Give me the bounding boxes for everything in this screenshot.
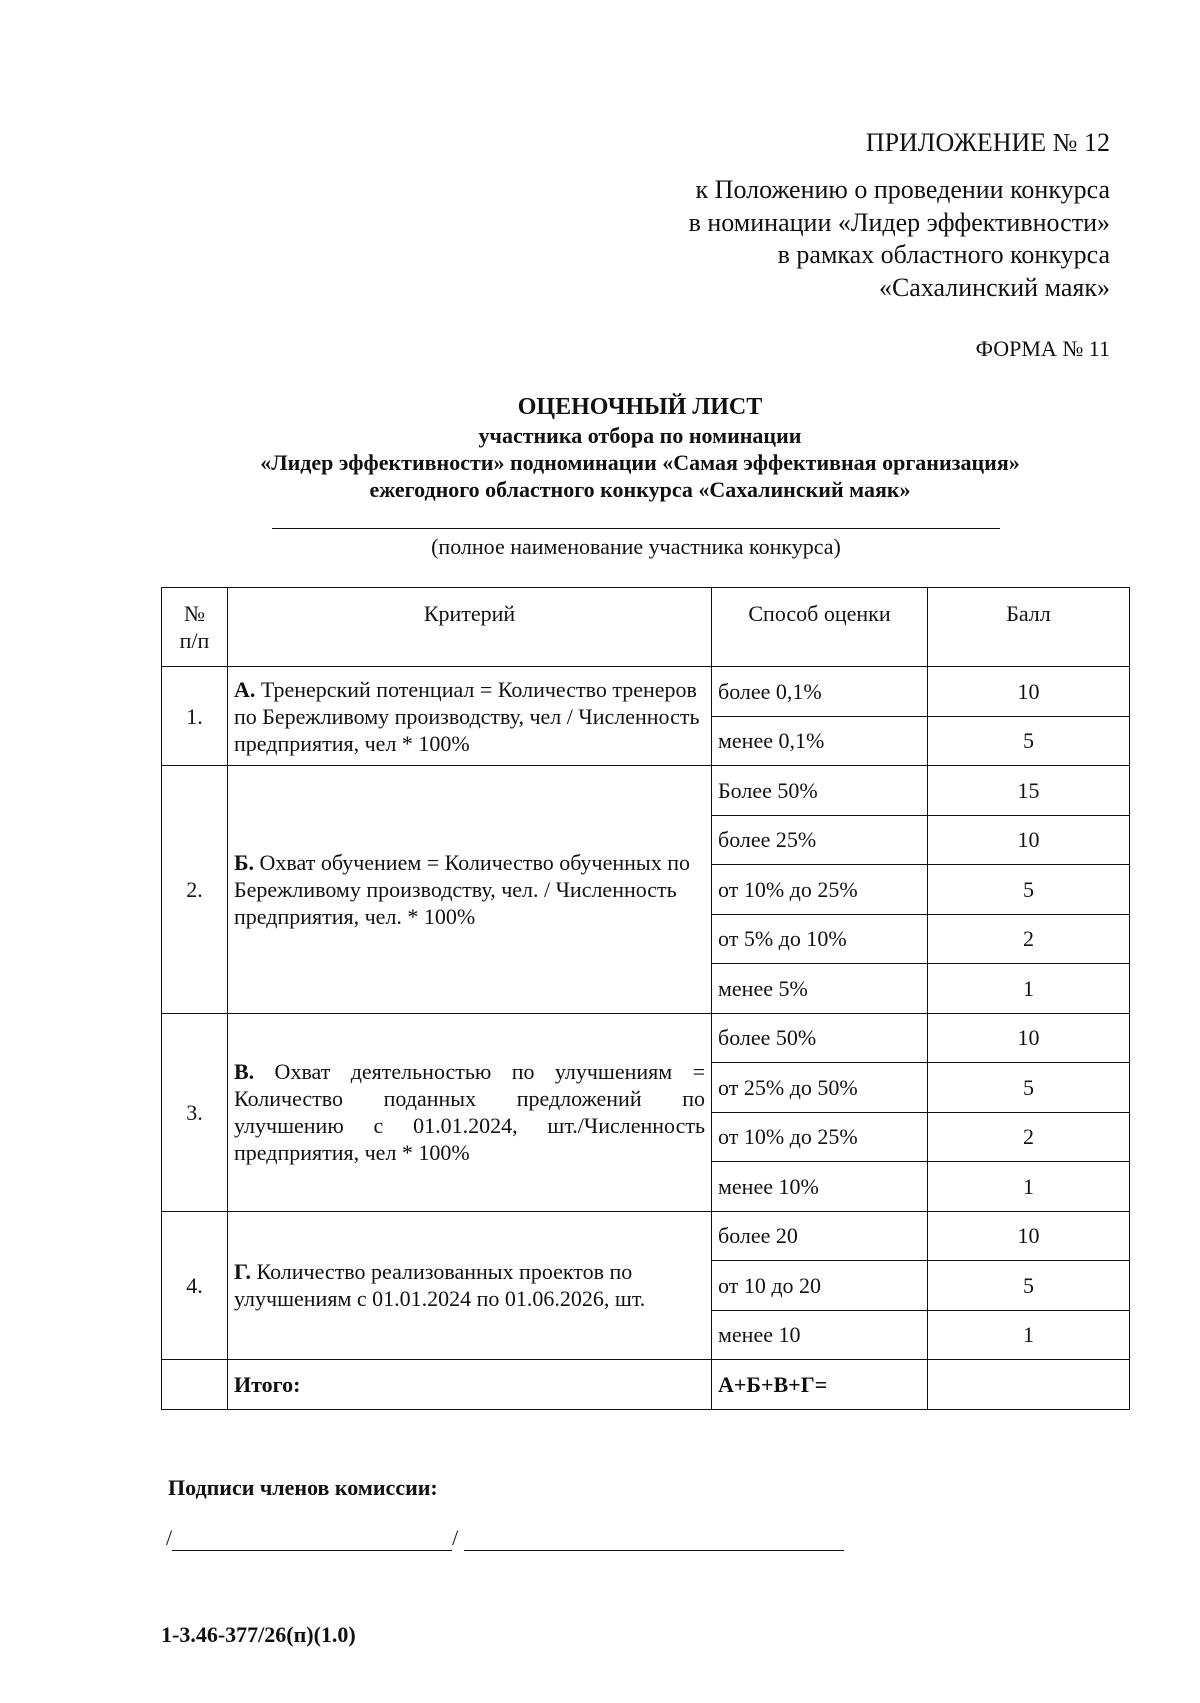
header-criterion: Критерий [228, 588, 712, 667]
score-cell: 5 [928, 865, 1130, 915]
signature-separator: / [452, 1525, 459, 1550]
total-formula-text: А+Б+В+Г= [718, 1371, 828, 1397]
criterion-text: Охват обучением = Количество обученных по Бережливому производству, чел. / Численность предприятия, чел. * 100% [234, 849, 690, 929]
score-cell: 10 [928, 1013, 1130, 1063]
method-cell: от 25% до 50% [712, 1063, 928, 1113]
total-score-cell[interactable] [928, 1360, 1130, 1410]
total-label-text: Итого: [234, 1371, 301, 1397]
table-header-row [162, 588, 1130, 667]
method-cell: более 20 [712, 1211, 928, 1261]
criterion-cell [228, 766, 712, 1014]
method-cell: менее 0,1% [712, 716, 928, 766]
row-number: 3. [162, 1013, 228, 1211]
criterion-cell [228, 1211, 712, 1360]
appendix-title: ПРИЛОЖЕНИЕ № 12 [865, 128, 1110, 157]
row-number: 2. [162, 766, 228, 1014]
score-cell: 10 [928, 1211, 1130, 1261]
table-row [162, 766, 1130, 816]
criterion-text: Тренерский потенциал = Количество тренеров по Бережливому производству, чел / Численность предприятия, чел * 100% [234, 676, 700, 756]
document-title: ОЦЕНОЧНЫЙ ЛИСТ [517, 394, 763, 420]
method-cell: Более 50% [712, 766, 928, 816]
table-row [162, 1211, 1130, 1261]
header-number-line1: № [184, 601, 205, 626]
criterion-letter: А. [234, 676, 256, 702]
method-cell: более 0,1% [712, 667, 928, 717]
header-score: Балл [928, 588, 1130, 667]
header-number [162, 588, 228, 667]
participant-name-caption: (полное наименование участника конкурса) [431, 534, 841, 559]
header-number-line2: п/п [179, 628, 210, 653]
score-cell: 15 [928, 766, 1130, 816]
signature-line[interactable] [172, 1524, 452, 1551]
signature-row [166, 1524, 844, 1551]
total-label [228, 1360, 712, 1410]
score-cell: 10 [928, 667, 1130, 717]
score-cell: 2 [928, 1112, 1130, 1162]
document-code: 1-3.46-377/26(п)(1.0) [161, 1622, 356, 1647]
appendix-line: к Положению о проведении конкурса [695, 175, 1110, 204]
total-formula [712, 1360, 928, 1410]
heading-line: «Лидер эффективности» подноминации «Самая эффективная организация» [260, 450, 1020, 475]
method-cell: менее 10 [712, 1310, 928, 1360]
criterion-letter: Г. [234, 1259, 252, 1285]
table-row [162, 667, 1130, 717]
method-cell: более 50% [712, 1013, 928, 1063]
document-heading [0, 392, 1200, 503]
score-cell: 2 [928, 914, 1130, 964]
criterion-text: Охват деятельностью по улучшениям = Количество поданных предложений по улучшению с 01.01.2024, шт./Численность предприятия, чел * 100% [234, 1059, 705, 1165]
score-cell: 5 [928, 716, 1130, 766]
heading-line: ежегодного областного конкурса «Сахалинский маяк» [369, 477, 911, 502]
score-cell: 1 [928, 1310, 1130, 1360]
total-number-cell [162, 1360, 228, 1410]
method-cell: менее 5% [712, 964, 928, 1014]
heading-line: участника отбора по номинации [478, 423, 802, 448]
appendix-line: в рамках областного конкурса [777, 240, 1110, 269]
score-cell: 1 [928, 1162, 1130, 1212]
criterion-cell [228, 667, 712, 766]
method-cell: менее 10% [712, 1162, 928, 1212]
table-row [162, 1013, 1130, 1063]
score-cell: 5 [928, 1261, 1130, 1311]
evaluation-table [161, 587, 1130, 1410]
score-cell: 1 [928, 964, 1130, 1014]
method-cell: более 25% [712, 815, 928, 865]
header-method: Способ оценки [712, 588, 928, 667]
appendix-line: «Сахалинский маяк» [878, 272, 1110, 302]
row-number: 1. [162, 667, 228, 766]
method-cell: от 10 до 20 [712, 1261, 928, 1311]
appendix-subtitle [689, 174, 1110, 304]
method-cell: от 10% до 25% [712, 865, 928, 915]
criterion-letter: Б. [234, 849, 255, 875]
criterion-cell [228, 1013, 712, 1211]
total-row [162, 1360, 1130, 1410]
score-cell: 10 [928, 815, 1130, 865]
participant-name-line[interactable] [272, 528, 1000, 529]
row-number: 4. [162, 1211, 228, 1360]
score-cell: 5 [928, 1063, 1130, 1113]
signature-separator: / [166, 1525, 173, 1550]
signature-name-line[interactable] [464, 1524, 844, 1551]
signatures-title: Подписи членов комиссии: [168, 1475, 438, 1500]
appendix-line: в номинации «Лидер эффективности» [688, 207, 1110, 237]
form-number: ФОРМА № 11 [975, 336, 1110, 361]
method-cell: от 10% до 25% [712, 1112, 928, 1162]
criterion-text: Количество реализованных проектов по улучшениям с 01.01.2024 по 01.06.2026, шт. [234, 1259, 646, 1312]
method-cell: от 5% до 10% [712, 914, 928, 964]
criterion-letter: В. [234, 1059, 255, 1084]
